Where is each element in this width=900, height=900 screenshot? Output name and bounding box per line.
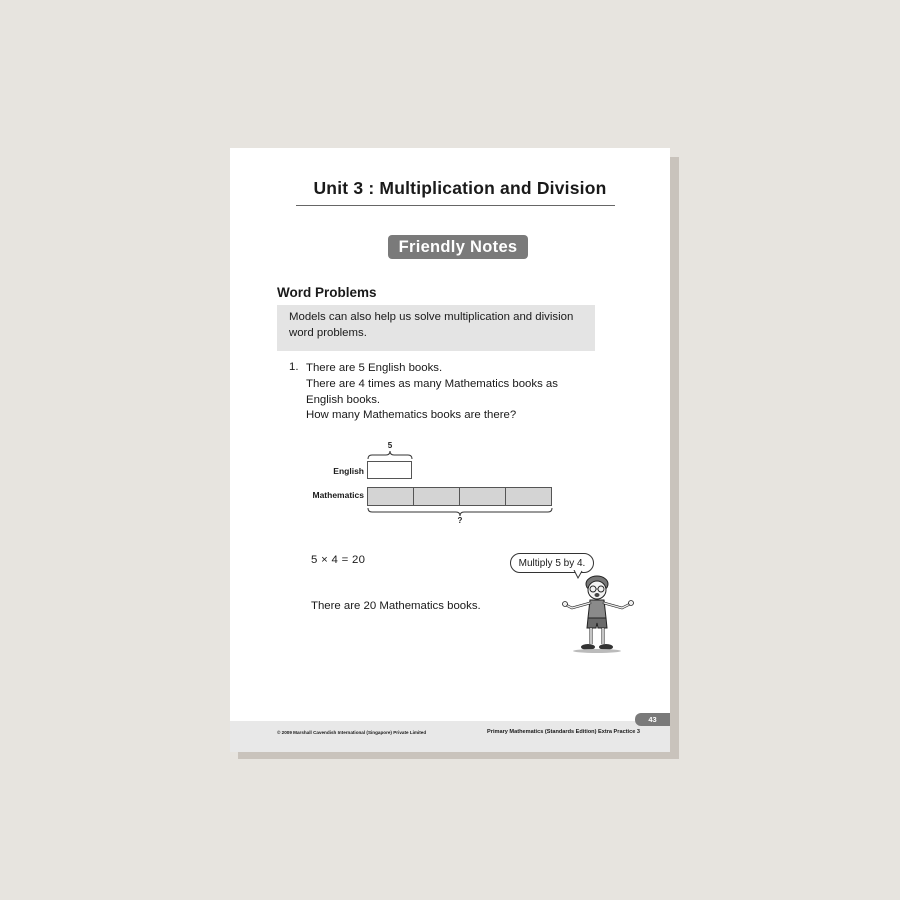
- book-title: Primary Mathematics (Standards Edition) Extra Practice 3: [487, 729, 640, 735]
- title-underline: [296, 205, 615, 206]
- english-brace-label: 5: [387, 441, 393, 450]
- problem-line: English books.: [306, 393, 381, 406]
- friendly-notes-badge: Friendly Notes: [388, 235, 528, 259]
- copyright-text: © 2009 Marshall Cavendish International (Singapore) Private Limited: [277, 730, 427, 735]
- boy-cartoon-illustration: [560, 570, 640, 660]
- bar-segment: [506, 488, 551, 505]
- problem-line: There are 5 English books.: [306, 362, 443, 374]
- page-footer: [230, 721, 670, 752]
- english-bar: [367, 461, 412, 479]
- mathematics-row-label: Mathematics: [312, 490, 364, 500]
- english-brace: [367, 450, 413, 460]
- bar-segment: [414, 488, 460, 505]
- note-line: word problems.: [289, 327, 367, 339]
- mathematics-bar: [367, 487, 552, 506]
- page-number: 43: [635, 713, 670, 726]
- mathematics-brace-label: ?: [457, 516, 463, 525]
- section-heading: Word Problems: [277, 285, 377, 300]
- answer-sentence: There are 20 Mathematics books.: [311, 600, 481, 612]
- workbook-page: [230, 148, 670, 752]
- note-box: [277, 305, 595, 351]
- unit-title: Unit 3 : Multiplication and Division: [313, 178, 607, 198]
- problem-line: How many Mathematics books are there?: [306, 409, 517, 422]
- problem-text: [306, 361, 606, 424]
- bar-segment: [460, 488, 506, 505]
- equation: 5 × 4 = 20: [311, 554, 366, 566]
- bar-segment: [368, 488, 414, 505]
- english-row-label: English: [333, 466, 364, 476]
- problem-number: 1.: [289, 361, 299, 373]
- problem-line: There are 4 times as many Mathematics books as: [306, 377, 558, 390]
- speech-bubble: Multiply 5 by 4.: [510, 553, 594, 573]
- note-line: Models can also help us solve multiplication and division: [289, 311, 574, 323]
